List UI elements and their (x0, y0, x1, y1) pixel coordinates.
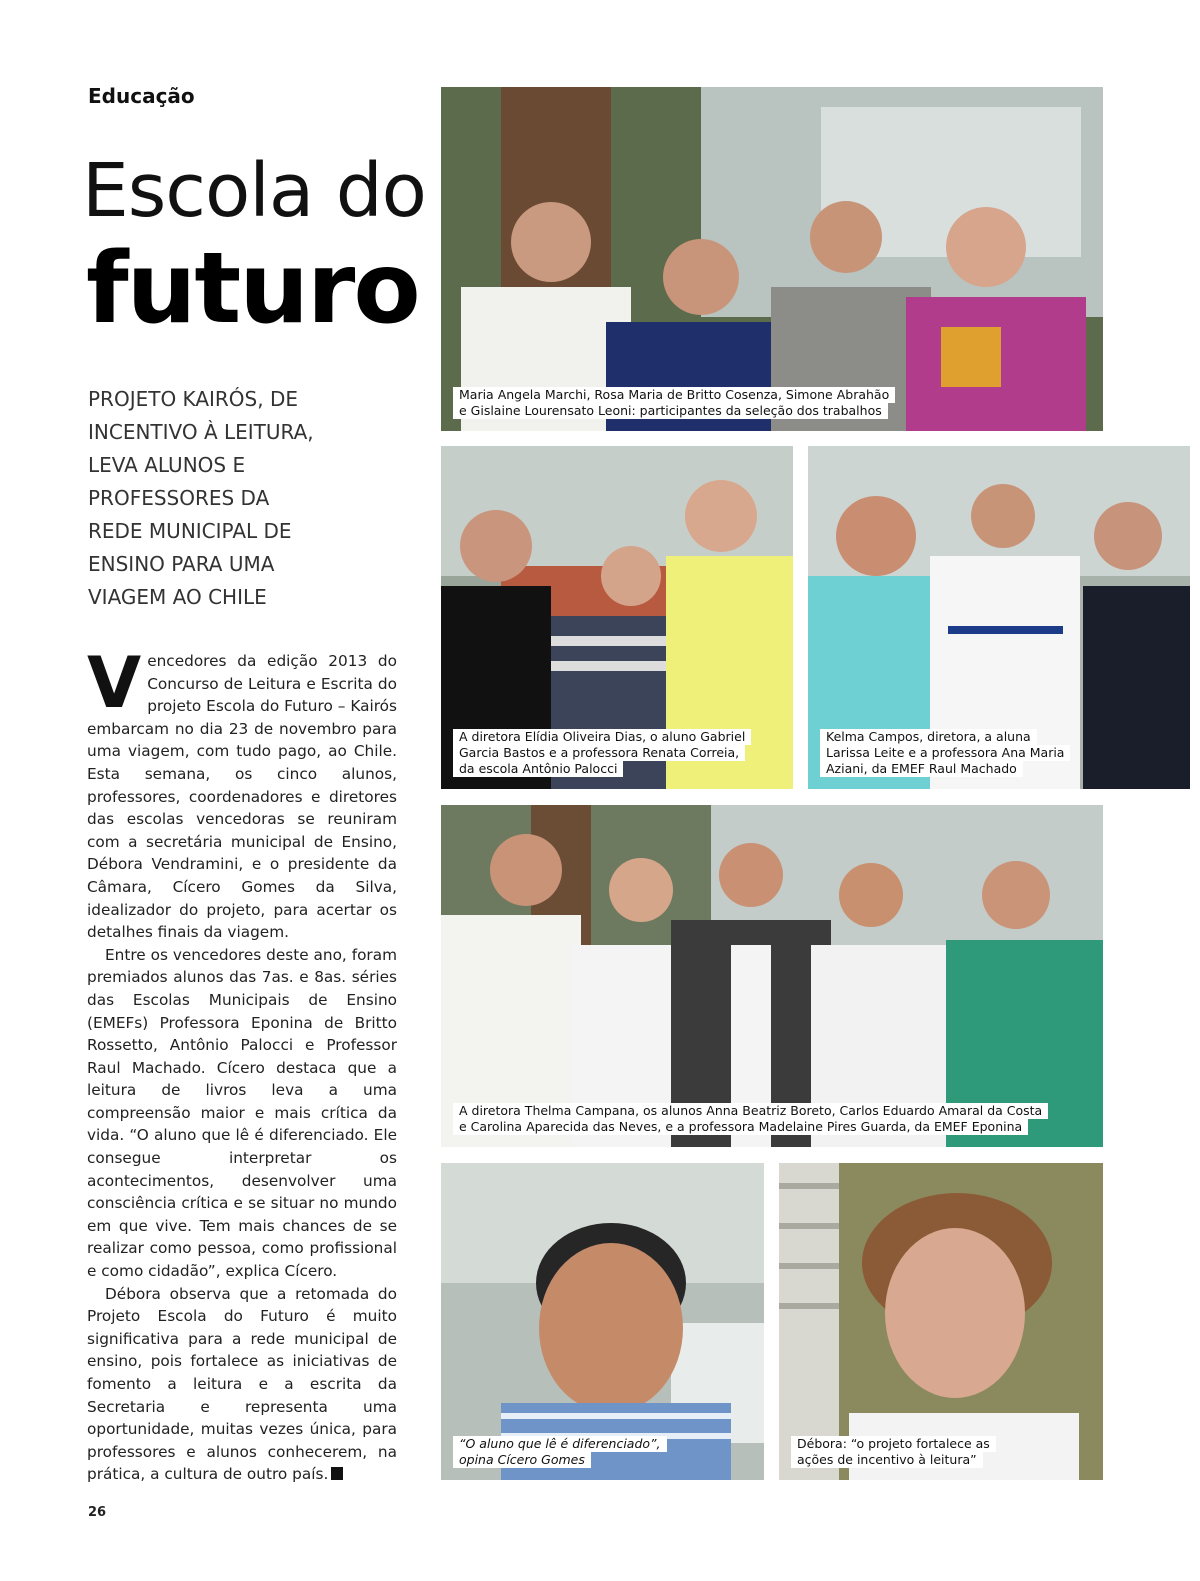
photo-debora (779, 1163, 1103, 1480)
caption-line: e Gislaine Lourensato Leoni: participantes da seleção dos trabalhos (456, 403, 885, 418)
body-paragraph-3-text: Débora observa que a retomada do Projeto Escola do Futuro é muito significativa para a rede municipal de ensino, pois fortalece as iniciativas de fomento a leitura e a escrita da Secretaria e representa uma oportunidade, muitas vezes única, para professores e alunos conhecerem, na prática, a cultura de outro país. (87, 1284, 397, 1484)
photo-participants-image (441, 87, 1103, 431)
body-paragraph-2: Entre os vencedores deste ano, foram premiados alunos das 7as. e 8as. séries das Escolas Municipais de Ensino (EMEFs) Professora Eponina de Britto Rossetto, Antônio Palocci e Professor Raul Machado. Cícero destaca que a leitura de livros leva a uma compreensão maior e mais crítica da vida. “O aluno que lê é diferenciado. Ele consegue interpretar os acontecimentos, desenvolver uma consciência crítica e se situar no mundo em que vive. Tem mais chances de se realizar como pessoa, como profissional e como cidadão”, explica Cícero. (87, 945, 397, 1281)
caption-line: Kelma Campos, diretora, a aluna (823, 729, 1034, 744)
photo-debora-caption (791, 1436, 996, 1468)
photo-cicero-gomes (441, 1163, 764, 1480)
photo-raul-machado (808, 446, 1190, 789)
article-body (87, 642, 397, 1486)
photo-eponina-image (441, 805, 1103, 1147)
headline-line2: futuro (86, 232, 419, 346)
body-paragraph-3 (87, 1283, 397, 1486)
caption-line: A diretora Elídia Oliveira Dias, o aluno Gabriel (456, 729, 748, 744)
caption-line: Aziani, da EMEF Raul Machado (823, 761, 1020, 776)
caption-line: opina Cícero Gomes (456, 1452, 588, 1467)
photo-cicero-gomes-caption (453, 1436, 667, 1468)
photo-cicero-gomes-image (441, 1163, 764, 1480)
caption-line: ações de incentivo à leitura” (794, 1452, 980, 1467)
photo-debora-image (779, 1163, 1103, 1480)
caption-line: Maria Angela Marchi, Rosa Maria de Britto Cosenza, Simone Abrahão (456, 387, 892, 402)
photo-participants-caption (453, 387, 895, 419)
photo-antonio-palocci (441, 446, 793, 789)
end-mark-icon (331, 1467, 343, 1480)
caption-line: “O aluno que lê é diferenciado”, (456, 1436, 664, 1451)
caption-line: Garcia Bastos e a professora Renata Correia, (456, 745, 742, 760)
body-paragraph-1-text: encedores da edição 2013 do Concurso de Leitura e Escrita do projeto Escola do Futuro – Kairós embarcam no dia 23 de novembro para uma viagem, com tudo pago, ao Chile. Esta semana, os cinco alunos, professores, coordenadores e diretores das escolas vencedoras se reuniram com a secretária municipal de Ensino, Débora Vendramini, e o presidente da Câmara, Cícero Gomes da Silva, idealizador do projeto, para acertar os detalhes finais da viagem. (87, 652, 397, 942)
drop-cap: V (87, 642, 142, 724)
headline-line1: Escola do (82, 148, 426, 234)
photo-raul-machado-caption (820, 729, 1070, 777)
photo-participants (441, 87, 1103, 431)
page-number: 26 (88, 1505, 107, 1520)
section-label: Educação (88, 84, 195, 108)
caption-line: Débora: “o projeto fortalece as (794, 1436, 993, 1451)
photo-eponina (441, 805, 1103, 1147)
caption-line: A diretora Thelma Campana, os alunos Anna Beatriz Boreto, Carlos Eduardo Amaral da Costa (456, 1103, 1045, 1118)
caption-line: e Carolina Aparecida das Neves, e a professora Madelaine Pires Guarda, da EMEF Eponina (456, 1119, 1025, 1134)
photo-eponina-caption (453, 1103, 1048, 1135)
lead-paragraph: PROJETO KAIRÓS, DE INCENTIVO À LEITURA, LEVA ALUNOS E PROFESSORES DA REDE MUNICIPAL DE ENSINO PARA UMA VIAGEM AO CHILE (88, 387, 314, 609)
caption-line: Larissa Leite e a professora Ana Maria (823, 745, 1067, 760)
caption-line: da escola Antônio Palocci (456, 761, 620, 776)
photo-antonio-palocci-caption (453, 729, 751, 777)
body-paragraph-1 (87, 642, 397, 944)
